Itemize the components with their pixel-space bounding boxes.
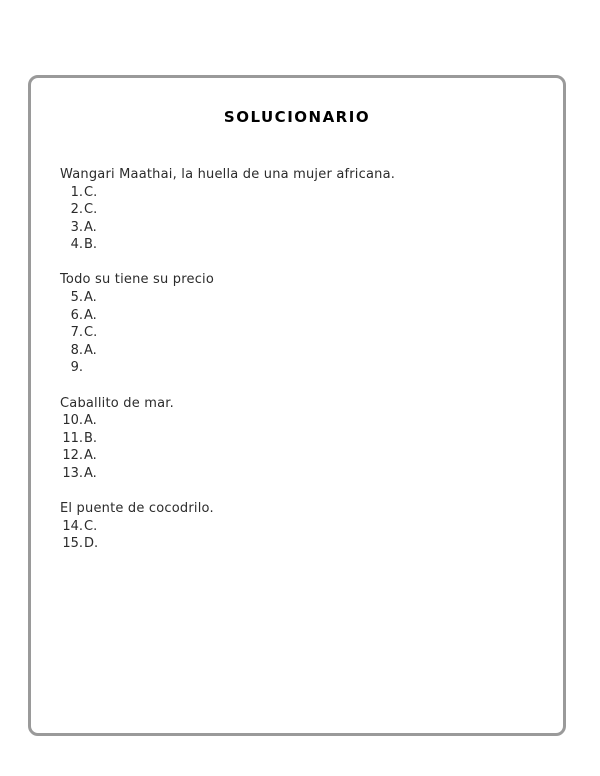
answer-letter [83, 359, 84, 377]
question-number: 15. [62, 536, 83, 552]
answer-item [60, 535, 543, 553]
answer-item [60, 307, 543, 325]
answer-item [60, 412, 543, 430]
question-number: 8. [70, 342, 83, 358]
answer-letter: A. [84, 413, 97, 429]
answer-list [60, 166, 543, 570]
answer-letter: A. [84, 307, 97, 323]
section-heading: El puente de cocodrilo. [60, 501, 214, 516]
answer-item [60, 236, 543, 254]
answer-item [60, 430, 543, 448]
answer-letter: C. [84, 518, 98, 534]
answer-letter: A. [84, 465, 97, 481]
answer-letter: D. [84, 536, 99, 552]
answer-item [60, 518, 543, 536]
answer-group [60, 289, 543, 377]
question-number: 11. [62, 430, 83, 446]
question-number: 12. [62, 448, 83, 464]
answer-item [60, 465, 543, 483]
answer-letter: A. [84, 290, 97, 306]
question-number: 4. [70, 237, 83, 253]
answer-letter: A. [84, 448, 97, 464]
answer-item [60, 201, 543, 219]
section-todo-su-precio [60, 271, 543, 377]
answer-item [60, 447, 543, 465]
answer-item [60, 359, 543, 377]
answer-letter: C. [84, 184, 98, 200]
answer-group [60, 184, 543, 254]
question-number: 3. [70, 219, 83, 235]
answer-item [60, 289, 543, 307]
answer-group [60, 518, 543, 553]
answer-key-card [28, 75, 566, 736]
answer-letter: A. [84, 342, 97, 358]
section-puente-cocodrilo [60, 500, 543, 553]
answer-letter: C. [84, 325, 98, 341]
answer-item [60, 324, 543, 342]
question-number: 7. [70, 325, 83, 341]
answer-letter: A. [84, 219, 97, 235]
section-heading: Wangari Maathai, la huella de una mujer africana. [60, 167, 396, 182]
page-title: SOLUCIONARIO [223, 108, 371, 126]
answer-letter: B. [84, 430, 98, 446]
answer-letter: C. [84, 202, 98, 218]
answer-group [60, 412, 543, 482]
question-number: 6. [70, 307, 83, 323]
question-number: 9. [70, 360, 83, 376]
question-number: 14. [62, 518, 83, 534]
question-number: 2. [70, 202, 83, 218]
section-heading: Caballito de mar. [60, 395, 174, 411]
question-number: 13. [62, 465, 83, 481]
section-caballito [60, 395, 543, 483]
question-number: 5. [70, 290, 83, 306]
answer-item [60, 184, 543, 202]
answer-letter: B. [84, 237, 98, 253]
question-number: 1. [70, 184, 83, 200]
section-heading: Todo su tiene su precio [60, 272, 215, 288]
question-number: 10. [62, 413, 83, 429]
answer-item [60, 342, 543, 360]
answer-item [60, 219, 543, 237]
section-wangari [60, 166, 543, 254]
